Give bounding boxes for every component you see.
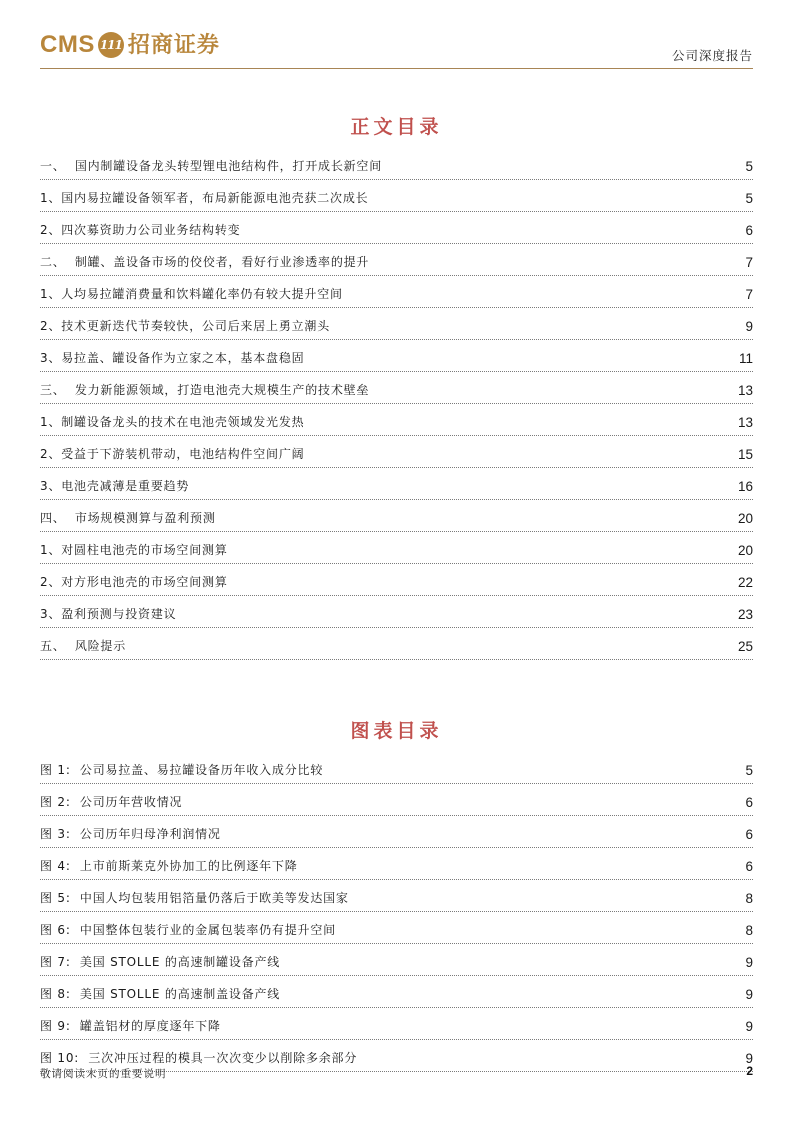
toc-entry-title[interactable]: 二、 制罐、盖设备市场的佼佼者，看好行业渗透率的提升 (40, 255, 370, 269)
logo-emblem-mark: 111 (99, 38, 122, 52)
contents-entry[interactable] (40, 372, 753, 404)
contents-entry[interactable] (40, 308, 753, 340)
toc-entry-page[interactable]: 13 (737, 383, 753, 398)
toc-entry-page[interactable]: 15 (737, 447, 753, 462)
disclaimer-note: 敬请阅读末页的重要说明 (40, 1068, 167, 1080)
logo-emblem-icon (98, 32, 124, 58)
page-header (0, 0, 793, 72)
toc-entry-page[interactable]: 5 (745, 763, 753, 778)
toc-entry-title[interactable]: 三、 发力新能源领域，打造电池壳大规模生产的技术壁垒 (40, 383, 370, 397)
toc-entry-page[interactable]: 23 (737, 607, 753, 622)
toc-entry-title[interactable]: 3、易拉盖、罐设备作为立家之本，基本盘稳固 (40, 351, 305, 365)
contents-list (40, 148, 753, 660)
toc-entry-title[interactable]: 图 8: 美国 STOLLE 的高速制盖设备产线 (40, 987, 281, 1001)
contents-entry[interactable] (40, 628, 753, 660)
contents-entry[interactable] (40, 596, 753, 628)
figures-title: 图表目录 (350, 720, 443, 742)
contents-entry[interactable] (40, 276, 753, 308)
toc-entry-title[interactable]: 图 10: 三次冲压过程的模具一次次变少以削除多余部分 (40, 1051, 358, 1065)
toc-entry-page[interactable]: 9 (745, 955, 753, 970)
figure-entry[interactable] (40, 976, 753, 1008)
figure-entry[interactable] (40, 784, 753, 816)
toc-entry-page[interactable]: 9 (745, 1019, 753, 1034)
toc-entry-page[interactable]: 16 (737, 479, 753, 494)
toc-entry-title[interactable]: 图 7: 美国 STOLLE 的高速制罐设备产线 (40, 955, 281, 969)
toc-entry-title[interactable]: 2、受益于下游装机带动，电池结构件空间广阔 (40, 447, 305, 461)
contents-entry[interactable] (40, 564, 753, 596)
contents-entry[interactable] (40, 404, 753, 436)
figure-entry[interactable] (40, 816, 753, 848)
header-divider (40, 68, 753, 69)
toc-entry-page[interactable]: 8 (745, 891, 753, 906)
toc-entry-page[interactable]: 11 (738, 351, 753, 366)
logo-latin-text: CMS (40, 31, 95, 58)
figure-entry[interactable] (40, 848, 753, 880)
toc-entry-title[interactable]: 1、国内易拉罐设备领军者，布局新能源电池壳获二次成长 (40, 191, 369, 205)
toc-entry-page[interactable]: 20 (737, 511, 753, 526)
toc-entry-title[interactable]: 图 3: 公司历年归母净利润情况 (40, 827, 221, 841)
toc-entry-title[interactable]: 图 4: 上市前斯莱克外协加工的比例逐年下降 (40, 859, 298, 873)
toc-entry-title[interactable]: 四、 市场规模测算与盈利预测 (40, 511, 216, 525)
toc-entry-title[interactable]: 2、四次募资助力公司业务结构转变 (40, 223, 241, 237)
toc-entry-page[interactable]: 22 (737, 575, 753, 590)
figure-entry[interactable] (40, 880, 753, 912)
toc-entry-page[interactable]: 25 (737, 639, 753, 654)
toc-entry-page[interactable]: 6 (745, 795, 753, 810)
contents-entry[interactable] (40, 468, 753, 500)
figure-entry[interactable] (40, 1008, 753, 1040)
toc-entry-page[interactable]: 8 (745, 923, 753, 938)
toc-entry-title[interactable]: 图 2: 公司历年营收情况 (40, 795, 183, 809)
figure-entry[interactable] (40, 752, 753, 784)
contents-entry[interactable] (40, 180, 753, 212)
toc-entry-title[interactable]: 图 6: 中国整体包装行业的金属包装率仍有提升空间 (40, 923, 336, 937)
figure-entry[interactable] (40, 912, 753, 944)
contents-entry[interactable] (40, 436, 753, 468)
toc-entry-page[interactable]: 6 (745, 859, 753, 874)
report-type-label: 公司深度报告 (671, 48, 753, 63)
toc-entry-title[interactable]: 一、 国内制罐设备龙头转型锂电池结构件，打开成长新空间 (40, 159, 383, 173)
company-logo (40, 30, 220, 60)
toc-entry-page[interactable]: 7 (745, 287, 753, 302)
toc-entry-page[interactable]: 9 (745, 1051, 753, 1066)
toc-entry-title[interactable]: 3、电池壳减薄是重要趋势 (40, 479, 190, 493)
contents-entry[interactable] (40, 532, 753, 564)
toc-entry-page[interactable]: 9 (745, 987, 753, 1002)
toc-entry-title[interactable]: 1、人均易拉罐消费量和饮料罐化率仍有较大提升空间 (40, 287, 343, 301)
contents-entry[interactable] (40, 148, 753, 180)
toc-entry-title[interactable]: 1、制罐设备龙头的技术在电池壳领域发光发热 (40, 415, 305, 429)
toc-entry-title[interactable]: 1、对圆柱电池壳的市场空间测算 (40, 543, 228, 557)
contents-entry[interactable] (40, 500, 753, 532)
figure-entry[interactable] (40, 944, 753, 976)
toc-entry-title[interactable]: 2、对方形电池壳的市场空间测算 (40, 575, 228, 589)
toc-entry-page[interactable]: 5 (745, 159, 753, 174)
toc-entry-page[interactable]: 9 (745, 319, 753, 334)
contents-entry[interactable] (40, 212, 753, 244)
contents-title: 正文目录 (350, 116, 443, 138)
logo-chinese-text: 招商证券 (127, 32, 220, 58)
toc-entry-page[interactable]: 5 (745, 191, 753, 206)
toc-entry-page[interactable]: 7 (745, 255, 753, 270)
toc-entry-title[interactable]: 五、 风险提示 (40, 639, 127, 653)
figures-list (40, 752, 753, 1072)
contents-entry[interactable] (40, 244, 753, 276)
toc-entry-title[interactable]: 3、盈利预测与投资建议 (40, 607, 177, 621)
contents-entry[interactable] (40, 340, 753, 372)
toc-entry-title[interactable]: 2、技术更新迭代节奏较快，公司后来居上勇立潮头 (40, 319, 331, 333)
toc-entry-page[interactable]: 6 (745, 827, 753, 842)
page-number: 2 (746, 1064, 753, 1078)
toc-entry-title[interactable]: 图 9: 罐盖铝材的厚度逐年下降 (40, 1019, 221, 1033)
toc-entry-page[interactable]: 13 (737, 415, 753, 430)
toc-entry-title[interactable]: 图 1: 公司易拉盖、易拉罐设备历年收入成分比较 (40, 763, 324, 777)
toc-entry-page[interactable]: 20 (737, 543, 753, 558)
toc-entry-title[interactable]: 图 5: 中国人均包装用铝箔量仍落后于欧美等发达国家 (40, 891, 349, 905)
toc-entry-page[interactable]: 6 (745, 223, 753, 238)
